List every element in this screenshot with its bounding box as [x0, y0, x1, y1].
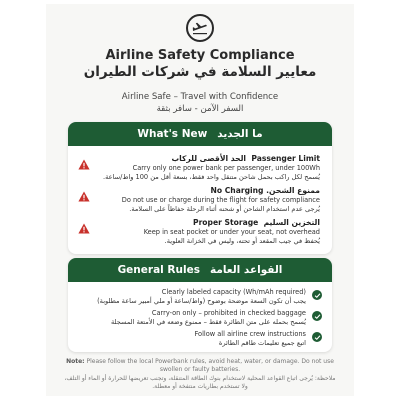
subtitle-arabic: السفر الآمن - سافر بثقة: [156, 104, 244, 114]
general-rules-header: [68, 258, 332, 282]
note-label: Note:: [66, 358, 85, 365]
list-item: [76, 330, 324, 352]
rule-text: Clearly labeled capacity (Wh/mAh required): [161, 288, 306, 296]
note-body: Please follow the local Powerbank rules, avoid heat, water, or damage. Do not use swollen or faulty batteries.: [86, 358, 334, 374]
check-circle-icon: [312, 332, 322, 342]
item-text-arabic: يُسمح لكل راكب بحمل شاحن متنقل واحد فقط، بسعة أقل من 100 واط/ساعة.: [103, 173, 320, 181]
item-text-arabic: يُرجى عدم استخدام الشاحن أو شحنه أثناء الرحلة حفاظاً على السلامة.: [129, 205, 320, 213]
poster: [46, 4, 354, 396]
list-item: [76, 154, 324, 184]
general-rules-card: [68, 258, 332, 352]
list-item: [76, 186, 324, 216]
list-item: [76, 218, 324, 248]
item-text: Carry only one power bank per passenger, under 100Wh: [132, 164, 320, 172]
rule-text: Carry-on only – prohibited in checked baggage: [151, 309, 306, 317]
item-text-arabic: يُحفظ في جيب المقعد أو تحته، وليس في الخزانة العلوية.: [164, 237, 320, 245]
item-text: Keep in seat pocket or under your seat, not overhead: [143, 228, 320, 236]
airplane-takeoff-icon: [186, 14, 214, 42]
rule-text-arabic: يجب أن تكون السعة موضحة بوضوح (واط/ساعة أو ملي أمبير ساعة مطلوبة): [97, 297, 306, 305]
item-heading: الحد الأقصى للركاب Passenger Limit: [171, 154, 320, 163]
check-circle-icon: [312, 311, 322, 321]
warning-icon: [78, 223, 90, 234]
check-circle-icon: [312, 290, 322, 300]
rule-text-arabic: اتبع جميع تعليمات طاقم الطائرة: [218, 339, 306, 347]
whats-new-card: [68, 122, 332, 254]
whats-new-header: [68, 122, 332, 146]
general-rules-title: General Rules: [117, 264, 200, 276]
whats-new-title: What's New: [137, 128, 208, 140]
rule-text-arabic: يُسمح بحمله على متن الطائرة فقط – ممنوع وضعه في الأمتعة المسجلة: [110, 318, 306, 326]
note-text-arabic: ملاحظة: يُرجى اتباع القواعد المحلية لاستخدام بنوك الطاقة المتنقلة، وتجنب تعريضها للحرارة أو الماء أو التلف، ولا تستخدم بطاريات منتفخة أو معطلة.: [64, 375, 336, 391]
warning-icon: [78, 159, 90, 170]
item-heading: Proper Storage التخزين السليم: [193, 218, 320, 227]
page-title: Airline Safety Compliance: [105, 48, 295, 63]
list-item: [76, 309, 324, 331]
item-heading: No Charging .ممنوع الشحن: [210, 186, 320, 195]
warning-icon: [78, 191, 90, 202]
whats-new-title-arabic: ما الجديد: [217, 128, 263, 140]
note-text: [64, 358, 336, 375]
page-title-arabic: معايير السلامة في شركات الطيران: [83, 64, 317, 80]
general-rules-title-arabic: القواعد العامة: [209, 264, 283, 276]
rule-text: Follow all airline crew instructions: [194, 330, 306, 338]
list-item: [76, 288, 324, 310]
subtitle: Airline Safe – Travel with Confidence: [121, 92, 279, 102]
item-text: Do not use or charge during the flight for safety compliance: [121, 196, 320, 204]
